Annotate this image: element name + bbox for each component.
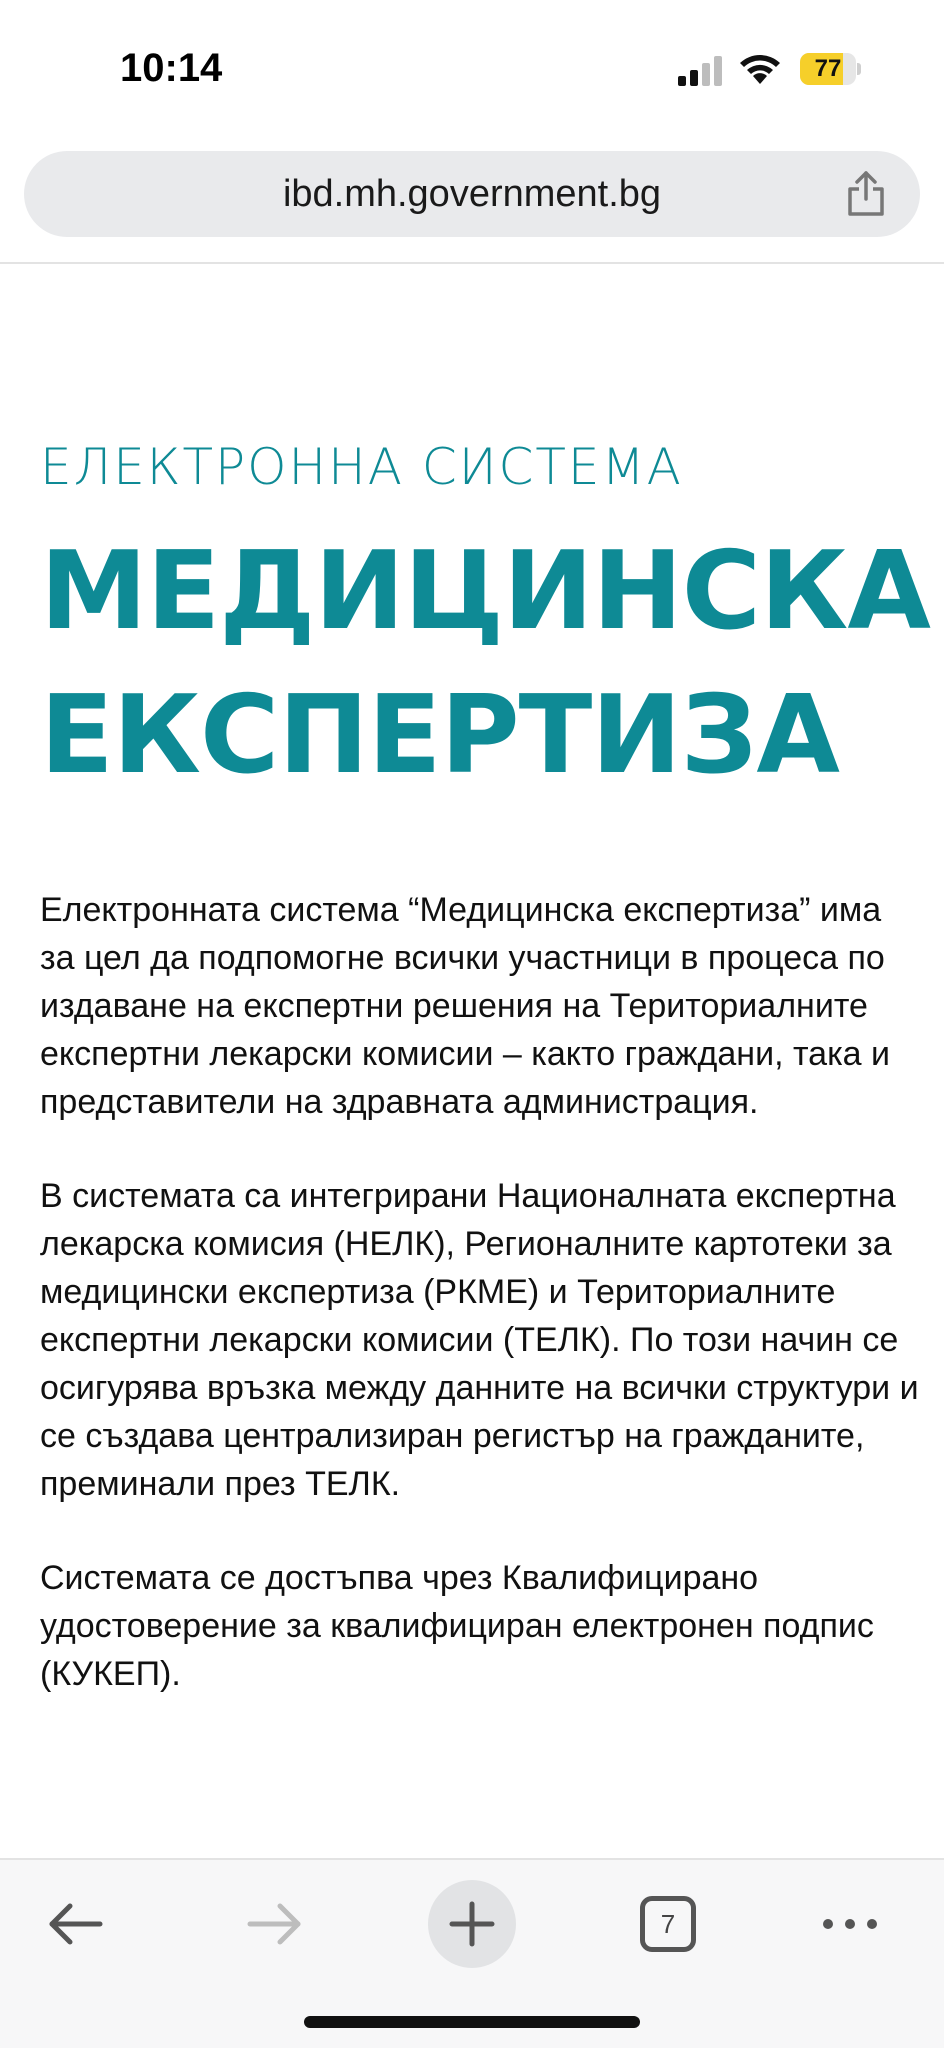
forward-button[interactable] [230, 1880, 318, 1968]
intro-paragraph: Електронната система “Медицинска експертиза” има за цел да подпомогне всички участници в процеса по издаване на експертни решения на Териториалните експертни лекарски комисии – както граждани, така и представители на здравната администрация. [40, 891, 891, 1121]
url-text[interactable]: ibd.mh.government.bg [282, 173, 662, 215]
page-title-line-1: МЕДИЦИНСКА [40, 529, 930, 654]
cellular-signal-icon [676, 56, 726, 86]
tab-count: 7 [660, 1909, 676, 1939]
page-title [40, 520, 944, 808]
home-indicator [304, 2016, 640, 2028]
tabs-button[interactable] [624, 1880, 712, 1968]
page-title-line-2: ЕКСПЕРТИЗА [40, 673, 839, 798]
status-time: 10:14 [120, 46, 223, 90]
wifi-icon [738, 52, 782, 86]
battery-icon [800, 53, 860, 85]
battery-level: 77 [814, 55, 842, 82]
address-bar[interactable] [24, 151, 920, 237]
page-content [40, 420, 930, 1698]
battery-body [800, 53, 856, 85]
back-arrow-icon [32, 1880, 120, 1968]
page-eyebrow: ЕЛЕКТРОННА СИСТЕМА [40, 438, 683, 496]
share-icon[interactable] [844, 171, 888, 217]
integration-paragraph: В системата са интегрирани Националната експертна лекарска комисия (НЕЛК), Регионалните картотеки за медицински експертиза (РКМЕ) и Териториалните експертни лекарски комисии (ТЕЛК). По този начин се осигурява връзка между данните на всички структури и се създава централизиран регистър на гражданите, преминали през ТЕЛК. [40, 1177, 919, 1503]
forward-arrow-icon [230, 1880, 318, 1968]
more-button[interactable] [806, 1880, 894, 1968]
back-button[interactable] [32, 1880, 120, 1968]
plus-icon [428, 1880, 516, 1968]
battery-cap [857, 63, 861, 75]
status-bar [0, 0, 944, 140]
more-dots-icon [806, 1880, 894, 1968]
tabs-icon [640, 1896, 696, 1952]
access-paragraph: Системата се достъпва чрез Квалифицирано удостоверение за квалифициран електронен подпис (КУКЕП). [40, 1559, 874, 1693]
header-divider [0, 262, 944, 264]
new-tab-button[interactable] [428, 1880, 516, 1968]
